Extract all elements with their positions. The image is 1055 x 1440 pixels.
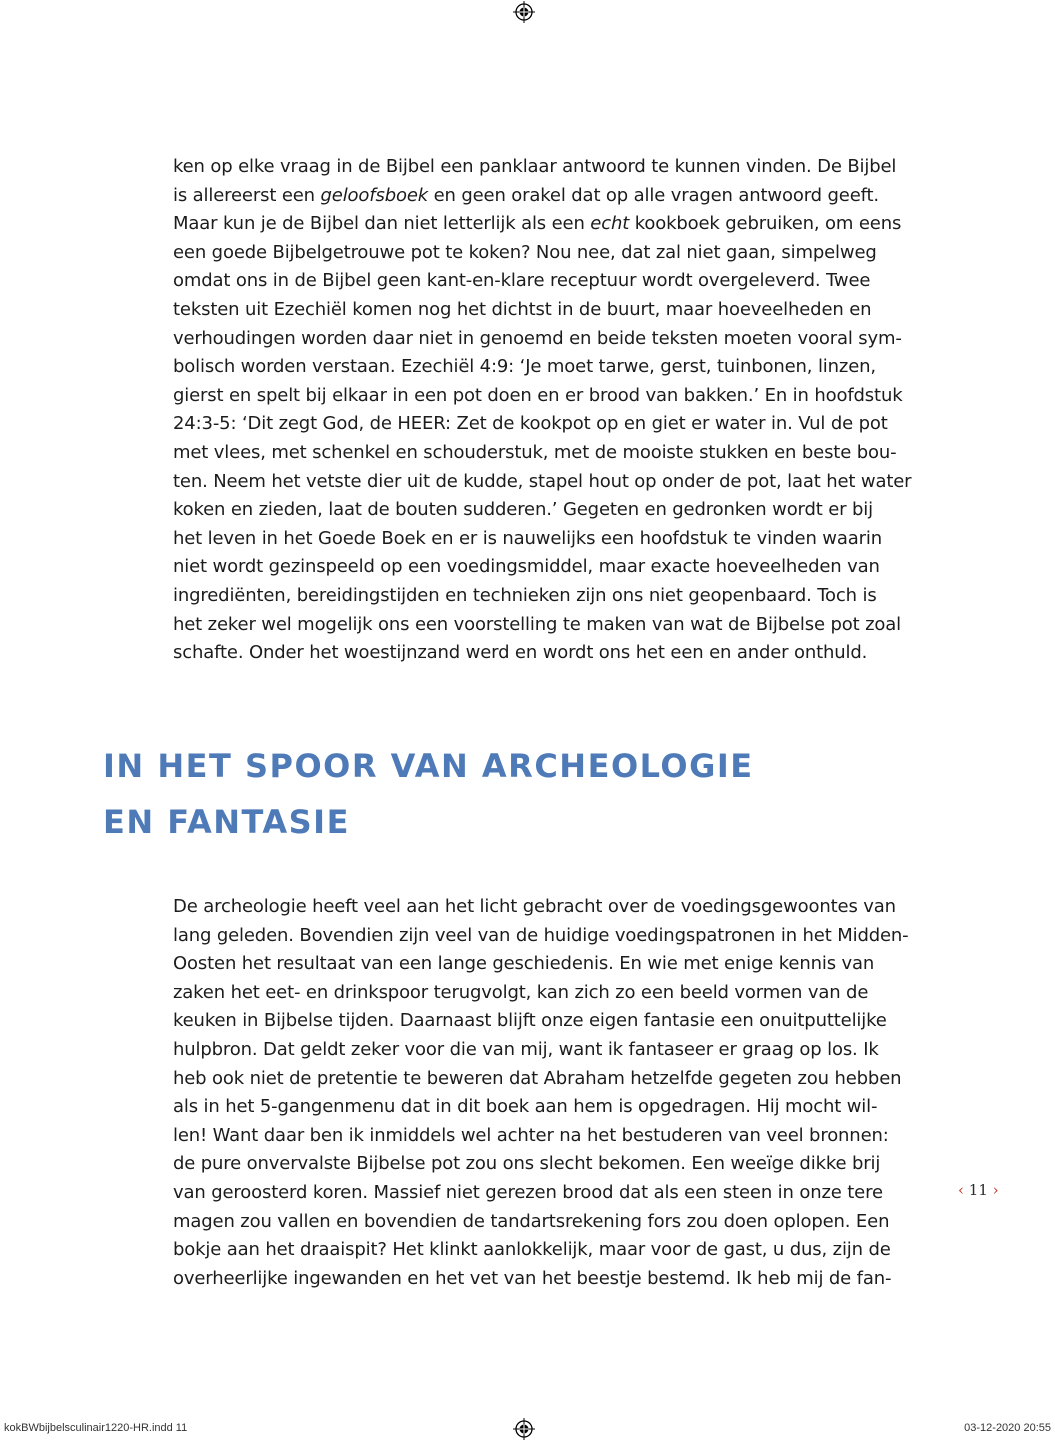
text-line (173, 922, 909, 951)
text-line (173, 1122, 889, 1151)
text-run: zaken het eet- en drinkspoor terugvolgt, kan zich zo een beeld vormen van de (173, 981, 869, 1003)
text-line (173, 239, 877, 268)
text-line (173, 553, 880, 582)
slug-datetime: 03-12-2020 20:55 (964, 1422, 1051, 1434)
emphasis: geloofsboek (320, 184, 429, 206)
text-line (173, 611, 901, 640)
slug-filename: kokBWbijbelsculinair1220-HR.indd 11 (4, 1422, 188, 1434)
text-line (173, 325, 902, 354)
text-line (173, 496, 873, 525)
text-line (173, 210, 902, 239)
text-run: overheerlijke ingewanden en het vet van het beestje bestemd. Ik heb mij de fan- (173, 1267, 892, 1289)
text-run: heb ook niet de pretentie te beweren dat Abraham hetzelfde gegeten zou hebben (173, 1067, 902, 1089)
text-run: ken op elke vraag in de Bijbel een panklaar antwoord te kunnen vinden. De Bijbel (173, 156, 897, 177)
text-run: verhoudingen worden daar niet in genoemd en beide teksten moeten vooral sym- (173, 327, 902, 349)
text-run: niet wordt gezinspeeld op een voedingsmiddel, maar exacte hoeveelheden van (173, 556, 880, 578)
text-line (173, 153, 897, 182)
text-line (173, 1036, 879, 1065)
text-run: magen zou vallen en bovendien de tandartsrekening fors zou doen oplopen. Een (173, 1210, 890, 1232)
text-line (173, 639, 873, 668)
text-line (173, 1065, 902, 1094)
text-run: 24:3-5: ‘Dit zegt God, de HEER: Zet de kookpot op en giet er water in. Vul de pot (173, 413, 888, 435)
text-line (173, 182, 879, 211)
text-run: ingrediënten, bereidingstijden en technieken zijn ons niet geopenbaard. Toch is (173, 584, 877, 606)
page-number-open-chevron: ‹ (958, 1181, 964, 1199)
text-line (173, 1208, 890, 1237)
text-run: kookboek gebruiken, om eens (629, 213, 902, 235)
text-run: en geen orakel dat op alle vragen antwoord geeft. (428, 184, 879, 206)
paragraph-1 (173, 153, 912, 668)
text-line (173, 979, 873, 1008)
text-line (173, 1236, 891, 1265)
text-run: bolisch worden verstaan. Ezechiël 4:9: ‘Je moet tarwe, gerst, tuinbonen, linzen, (173, 356, 876, 378)
text-run: omdat ons in de Bijbel geen kant-en-klare receptuur wordt overgeleverd. Twee (173, 270, 871, 292)
emphasis: echt (590, 213, 630, 235)
text-line (173, 1179, 883, 1208)
text-run: koken en zieden, laat de bouten sudderen.’ Gegeten en gedronken wordt er bij (173, 499, 873, 521)
text-run: len! Want daar ben ik inmiddels wel achter na het bestuderen van veel bronnen: (173, 1124, 889, 1146)
text-run: het zeker wel mogelijk ons een voorstelling te maken van wat de Bijbelse pot zoal (173, 613, 901, 635)
text-line (173, 1093, 878, 1122)
text-run: gierst en spelt bij elkaar in een pot doen en er brood van bakken.’ En in hoofdstuk (173, 384, 903, 406)
text-run: keuken in Bijbelse tijden. Daarnaast blijft onze eigen fantasie een onuitputtelijke (173, 1010, 887, 1032)
text-line (173, 950, 873, 979)
text-line (173, 1007, 887, 1036)
text-line (173, 1265, 892, 1294)
text-run: een goede Bijbelgetrouwe pot te koken? Nou nee, dat zal niet gaan, simpelweg (173, 241, 877, 263)
text-line (173, 267, 873, 296)
text-line (173, 893, 896, 922)
text-run: is allereerst een (173, 184, 321, 206)
page-number-close-chevron: › (992, 1181, 999, 1199)
text-run: van geroosterd koren. Massief niet gerezen brood dat als een steen in onze tere (173, 1181, 883, 1203)
text-line (173, 353, 876, 382)
heading-line-2: EN FANTASIE (103, 803, 350, 841)
text-run: ten. Neem het vetste dier uit de kudde, stapel hout op onder de pot, laat het water (173, 470, 912, 492)
text-run: schafte. Onder het woestijnzand werd en wordt ons het een en ander onthuld. (173, 642, 868, 664)
paragraph-2 (173, 893, 909, 1293)
text-run: hulpbron. Dat geldt zeker voor die van mij, want ik fantaseer er graag op los. Ik (173, 1038, 879, 1060)
text-run: Oosten het resultaat van een lange geschiedenis. En wie met enige kennis van (173, 953, 875, 975)
text-run: De archeologie heeft veel aan het licht gebracht over de voedingsgewoontes van (173, 896, 896, 917)
text-run: teksten uit Ezechiël komen nog het dichtst in de buurt, maar hoeveelheden en (173, 298, 872, 320)
page-number (958, 1181, 999, 1199)
text-line (173, 382, 903, 411)
text-line (173, 410, 888, 439)
heading-line-1: IN HET SPOOR VAN ARCHEOLOGIE (103, 747, 754, 785)
text-run: als in het 5-gangenmenu dat in dit boek aan hem is opgedragen. Hij mocht wil- (173, 1096, 878, 1118)
text-run: met vlees, met schenkel en schouderstuk, met de mooiste stukken en beste bou- (173, 441, 897, 463)
text-run: lang geleden. Bovendien zijn veel van de huidige voedingspatronen in het Midden- (173, 924, 909, 946)
text-run: de pure onvervalste Bijbelse pot zou ons slecht bekomen. Een weeïge dikke brij (173, 1153, 881, 1175)
text-run: Maar kun je de Bijbel dan niet letterlijk als een (173, 213, 591, 235)
section-heading (103, 738, 754, 850)
text-line (173, 525, 882, 554)
registration-mark-icon (513, 1418, 535, 1440)
text-line (173, 296, 873, 325)
text-run: het leven in het Goede Boek en er is nauwelijks een hoofdstuk te vinden waarin (173, 527, 882, 549)
text-line (173, 468, 912, 497)
text-run: bokje aan het draaispit? Het klinkt aanlokkelijk, maar voor de gast, u dus, zijn de (173, 1239, 891, 1261)
text-line (173, 582, 877, 611)
page-number-value: 11 (968, 1181, 988, 1199)
registration-mark-icon (513, 1, 535, 23)
text-line (173, 1150, 881, 1179)
text-line (173, 439, 897, 468)
